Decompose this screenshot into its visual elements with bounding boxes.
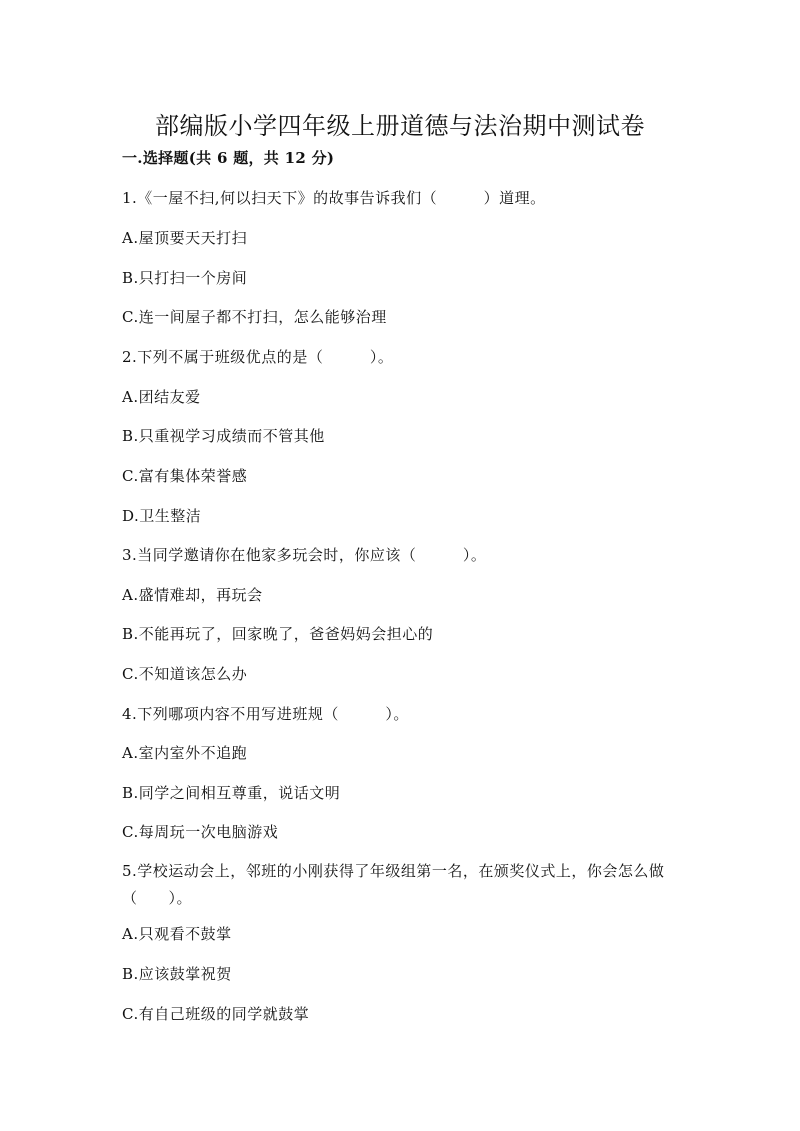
question-2-stem: 2.下列不属于班级优点的是（ ）。 [122, 348, 394, 366]
question-5-option-c: C.有自己班级的同学就鼓掌 [122, 1005, 310, 1023]
question-5-option-b: B.应该鼓掌祝贺 [122, 965, 232, 983]
question-4-option-c: C.每周玩一次电脑游戏 [122, 823, 279, 841]
question-2-option-c: C.富有集体荣誉感 [122, 467, 248, 485]
question-1-option-c: C.连一间屋子都不打扫，怎么能够治理 [122, 308, 387, 326]
question-4-option-a: A.室内室外不追跑 [122, 744, 248, 762]
question-5-stem: 5.学校运动会上，邻班的小刚获得了年级组第一名，在颁奖仪式上，你会怎么做（ ）。 [122, 862, 665, 907]
question-1-option-a: A.屋顶要天天打扫 [122, 229, 248, 247]
question-3-option-a: A.盛情难却，再玩会 [122, 586, 263, 604]
section-heading: 一.选择题(共 6 题，共 12 分) [122, 149, 335, 167]
question-2-option-a: A.团结友爱 [122, 388, 201, 406]
question-2-option-b: B.只重视学习成绩而不管其他 [122, 427, 325, 445]
exam-title: 部编版小学四年级上册道德与法治期中测试卷 [155, 112, 645, 141]
question-4-stem: 4.下列哪项内容不用写进班规（ ）。 [122, 705, 409, 723]
question-3-option-b: B.不能再玩了，回家晚了，爸爸妈妈会担心的 [122, 625, 434, 643]
question-3-option-c: C.不知道该怎么办 [122, 665, 248, 683]
question-1-stem: 1.《一屋不扫,何以扫天下》的故事告诉我们（ ）道理。 [122, 189, 546, 207]
question-3-stem: 3.当同学邀请你在他家多玩会时，你应该（ ）。 [122, 546, 487, 564]
question-2-option-d: D.卫生整洁 [122, 507, 202, 525]
question-5-option-a: A.只观看不鼓掌 [122, 925, 232, 943]
question-1-option-b: B.只打扫一个房间 [122, 269, 248, 287]
question-4-option-b: B.同学之间相互尊重，说话文明 [122, 784, 341, 802]
